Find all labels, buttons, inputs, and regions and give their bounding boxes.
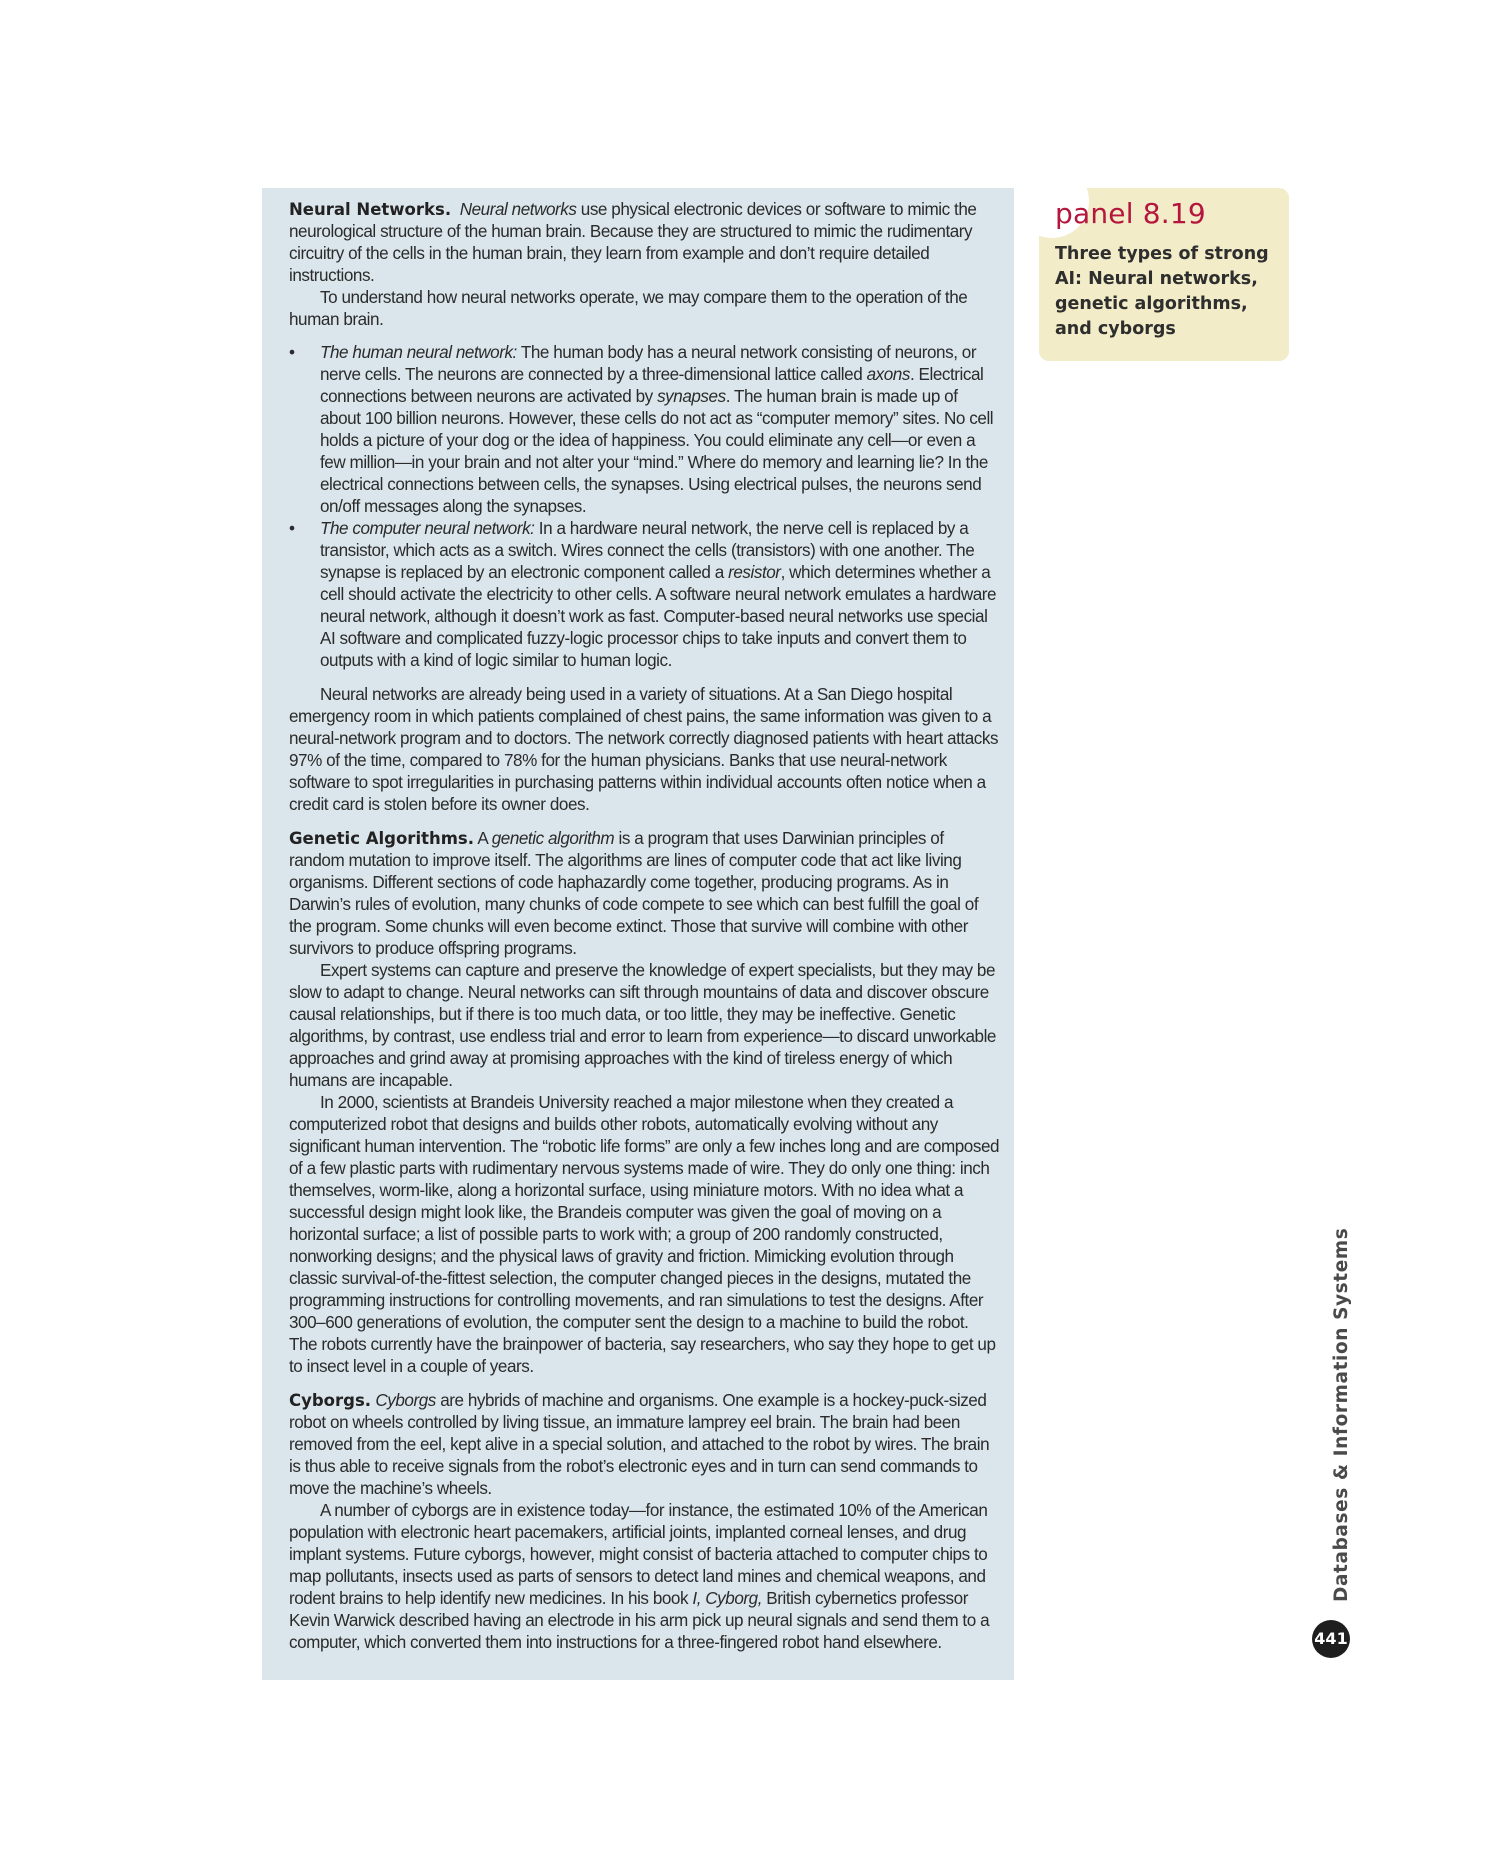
bullet-computer-neural-network (289, 518, 1000, 672)
neural-networks-paragraph-2: To understand how neural networks operate, we may compare them to the operation of the human brain. (289, 288, 968, 329)
cyborgs-paragraph-2 (289, 1500, 1000, 1654)
cyborgs-paragraph-2-text-end: British cybernetics professor Kevin Warwick described having an electrode in his arm pick up neural signals and send them to a computer, which converted them into instructions for a three-fingered robot hand elsewhere. (289, 1589, 990, 1652)
term-computer-neural-network: The computer neural network: (320, 519, 535, 538)
term-human-neural-network: The human neural network: (320, 343, 517, 362)
intro-prefix: A (474, 829, 492, 848)
chapter-section-title: Databases & Information Systems (1331, 1227, 1352, 1602)
cyborgs-intro-text: are hybrids of machine and organisms. One example is a hockey-puck-sized robot on wheels controlled by living tissue, an immature lamprey eel brain. The brain had been removed from the eel, kept alive in a special solution, and attached to the robot by wires. The brain is thus able to receive signals from the robot’s electronic eyes and in turn can send commands to move the machine’s wheels. (289, 1391, 990, 1498)
cyborgs-intro (289, 1390, 1000, 1500)
main-text-panel (262, 188, 1014, 1680)
term-axons: axons (866, 365, 910, 384)
genetic-algorithms-intro-text: is a program that uses Darwinian principles of random mutation to improve itself. The algorithms are lines of computer code that act like living organisms. Different sections of code haphazardly come together, producing programs. As in Darwin’s rules of evolution, many chunks of code compete to see which can best fulfill the goal of the program. Some chunks will even become extinct. Those that survive will combine with other survivors to produce offspring programs. (289, 829, 979, 958)
term-neural-networks: Neural networks (459, 200, 577, 219)
neural-networks-intro (289, 199, 1000, 287)
bullet-text: In a hardware neural network, the nerve cell is replaced by a transistor, which acts as a switch. Wires connect the cells (transistors) with one another. The synapse is replaced by an electronic component called a (320, 519, 975, 582)
neural-networks-intro-text: use physical electronic devices or software to mimic the neurological structure of the human brain. Because they are structured to mimic the rudimentary circuitry of the cells in the human brain, they learn from example and don’t require detailed instructions. (289, 200, 977, 285)
genetic-algorithms-paragraph-2: Expert systems can capture and preserve the knowledge of expert specialists, but they may be slow to adapt to change. Neural networks can sift through mountains of data and discover obscure causal relationships, but if there is too much data, or too little, they may be ineffective. Genetic algorithms, by contrast, use endless trial and error to learn from experience—to discard unworkable approaches and grind away at promising approaches with the kind of tireless energy of which humans are incapable. (289, 961, 996, 1090)
page-number-badge: 441 (1312, 1620, 1350, 1658)
bullet-text: . The human brain is made up of about 100 billion neurons. However, these cells do not act as “computer memory” sites. No cell holds a picture of your dog or the idea of happiness. You could eliminate any cell—or even a few million—in your brain and not alter your “mind.” Where do memory and learning lie? In the electrical connections between cells, the synapses. Using electrical pulses, the neurons send on/off messages along the synapses. (320, 387, 994, 516)
panel-number-label: panel 8.19 (1055, 197, 1206, 230)
term-resistor: resistor (728, 563, 781, 582)
neural-networks-paragraph-3: Neural networks are already being used in a variety of situations. At a San Diego hospital emergency room in which patients complained of chest pains, the same information was given to a neural-network program and to doctors. The network correctly diagnosed patients with heart attacks 97% of the time, compared to 78% for the human physicians. Banks that use neural-network software to spot irregularities in purchasing patterns within individual accounts often notice when a credit card is stolen before its owner does. (289, 685, 999, 814)
neural-network-bullet-list (289, 342, 1000, 672)
cyborgs-paragraph-2-text: A number of cyborgs are in existence today—for instance, the estimated 10% of the American population with electronic heart pacemakers, artificial joints, implanted corneal lenses, and drug implant systems. Future cyborgs, however, might consist of bacteria attached to computer chips to map pollutants, insects used as parts of sensors to detect land mines and chemical weapons, and rodent brains to help identify new medicines. In his book (289, 1501, 988, 1608)
heading-cyborgs: Cyborgs. (289, 1391, 372, 1410)
term-synapses: synapses (657, 387, 726, 406)
heading-genetic-algorithms: Genetic Algorithms. (289, 829, 475, 848)
panel-caption: Three types of strong AI: Neural networks, genetic algorithms, and cyborgs (1055, 244, 1269, 339)
side-caption-panel (1039, 188, 1289, 361)
bullet-dot: • (289, 343, 295, 362)
term-genetic-algorithm: genetic algorithm (491, 829, 615, 848)
book-title-i-cyborg: I, Cyborg, (692, 1589, 762, 1608)
bullet-text: , which determines whether a cell should activate the electricity to other cells. A software neural network emulates a hardware neural network, although it doesn’t work as fast. Computer-based neural networks use special AI software and complicated fuzzy-logic processor chips to take inputs and convert them to outputs with a kind of logic similar to human logic. (320, 563, 997, 670)
bullet-human-neural-network (289, 342, 1000, 518)
heading-neural-networks: Neural Networks. (289, 200, 452, 219)
genetic-algorithms-intro (289, 828, 1000, 960)
bullet-text: The human body has a neural network consisting of neurons, or nerve cells. The neurons are connected by a three-dimensional lattice called (320, 343, 977, 384)
genetic-algorithms-paragraph-3: In 2000, scientists at Brandeis University reached a major milestone when they created a computerized robot that designs and builds other robots, automatically evolving without any significant human intervention. The “robotic life forms” are only a few inches long and are composed of a few plastic parts with rudimentary nervous systems made of wire. They do only one thing: inch themselves, worm-like, along a horizontal surface, using miniature motors. With no idea what a successful design might look like, the Brandeis computer was given the goal of moving on a horizontal surface; a list of possible parts to work with; a group of 200 randomly constructed, nonworking designs; and the physical laws of gravity and friction. Mimicking evolution through classic survival-of-the-fittest selection, the computer changed pieces in the designs, mutated the programming instructions for controlling movements, and ran simulations to test the designs. After 300–600 generations of evolution, the computer sent the design to a machine to build the robot. The robots currently have the brainpower of bacteria, say researchers, who say they hope to get up to insect level in a couple of years. (289, 1093, 1000, 1376)
bullet-text: . Electrical connections between neurons are activated by (320, 365, 984, 406)
term-cyborgs: Cyborgs (375, 1391, 436, 1410)
bullet-dot: • (289, 519, 295, 538)
